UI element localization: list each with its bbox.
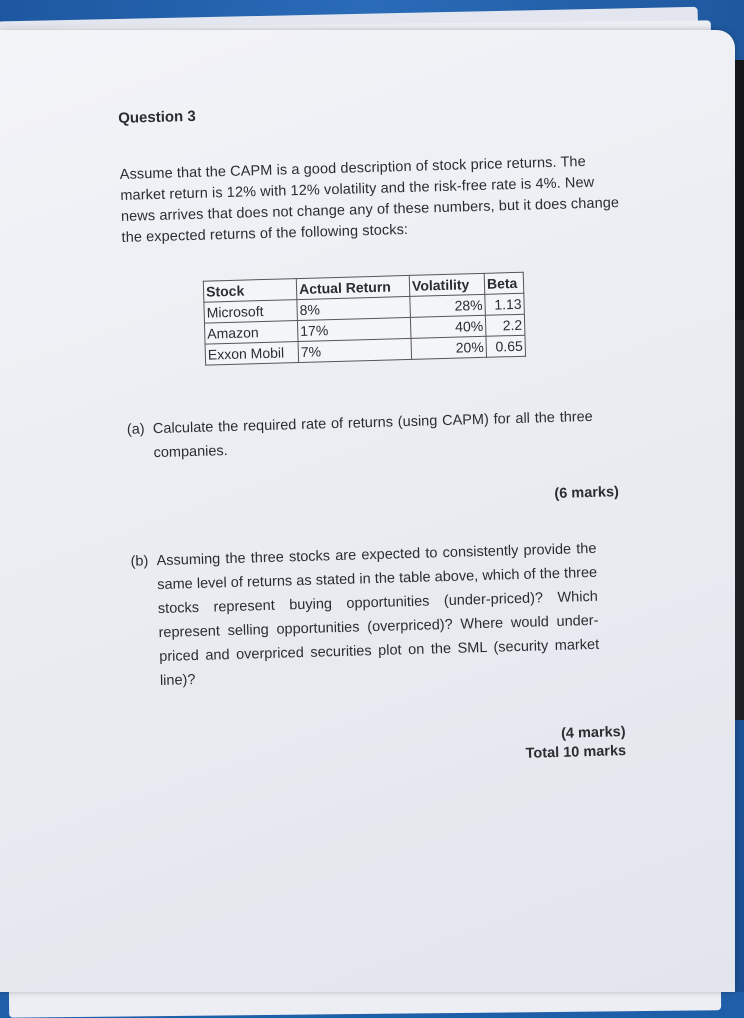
stock-table: [203, 272, 526, 366]
cell-beta: 2.2: [485, 314, 525, 336]
cell-beta: 0.65: [486, 335, 526, 357]
header-actual-return: Actual Return: [296, 275, 410, 299]
part-a-text: Calculate the required rate of returns (using CAPM) for all the three companies.: [152, 408, 593, 462]
cell-actual-return: 8%: [297, 296, 411, 320]
question-intro: Assume that the CAPM is a good description of stock price returns. The market return is 12% with 12% volatility and the risk-free rate is 4%. New news arrives that does not change any of these numbers, but it does change the expected returns of the following stocks:: [119, 153, 620, 246]
cell-volatility: 20%: [411, 336, 487, 359]
question-content: [118, 96, 636, 773]
cell-actual-return: 7%: [298, 338, 412, 362]
cell-stock: Amazon: [204, 321, 298, 345]
part-a-marks: (6 marks): [554, 484, 620, 502]
cell-beta: 1.13: [485, 293, 525, 315]
cell-volatility: 40%: [410, 315, 486, 338]
part-a: [127, 404, 628, 466]
cell-stock: Exxon Mobil: [205, 342, 299, 366]
part-b-marks: (4 marks): [560, 724, 626, 742]
cell-volatility: 28%: [410, 294, 486, 317]
part-b-label: (b): [130, 553, 149, 570]
part-a-label: (a): [126, 421, 145, 438]
part-b: [130, 536, 634, 694]
cell-actual-return: 17%: [297, 317, 411, 341]
total-marks: Total 10 marks: [525, 743, 627, 762]
header-volatility: Volatility: [409, 273, 485, 296]
header-stock: Stock: [203, 279, 297, 303]
part-b-text: Assuming the three stocks are expected to consistently provide the same level of returns as stated in the table above, which of the three stocks represent buying opportunities (under-priced)? Which represent selling opportunities (overpriced)? Where would under-priced and overpriced securities plot on the SML (security market line)?: [156, 540, 600, 690]
question-title: Question 3: [118, 107, 196, 127]
header-beta: Beta: [484, 272, 524, 294]
cell-stock: Microsoft: [204, 300, 298, 324]
